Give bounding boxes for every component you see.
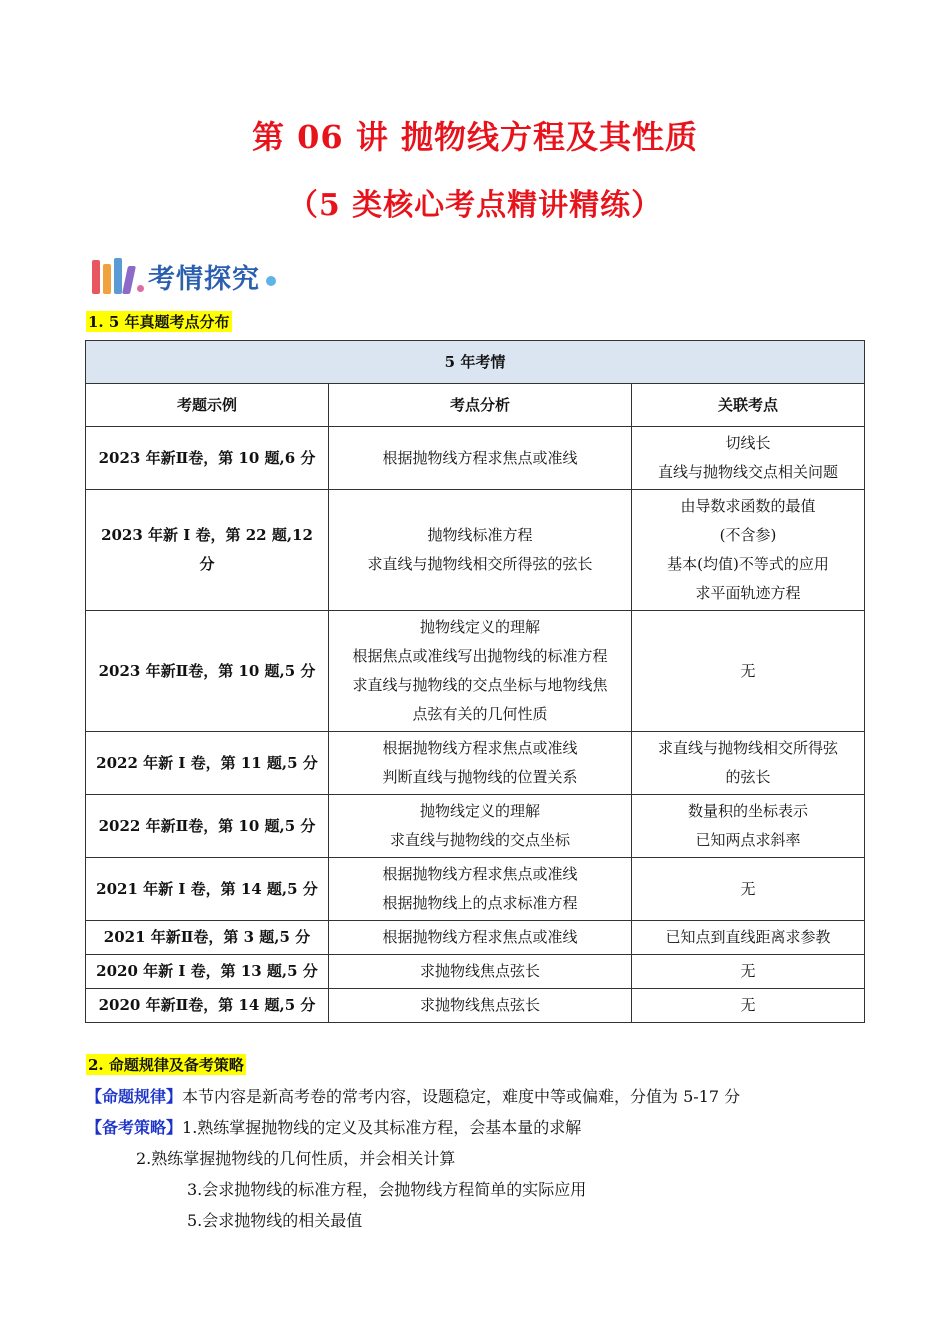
analysis-cell [329, 795, 632, 858]
exam-example-cell: 2021 年新Ⅱ卷，第 3 题,5 分 [86, 921, 329, 955]
related-cell-line: 无 [740, 962, 756, 980]
analysis-cell [329, 955, 632, 989]
analysis-cell-line: 根据抛物线方程求焦点或准线 [382, 928, 578, 946]
strategy-paragraph [86, 1115, 581, 1138]
section2-heading: 2. 命题规律及备考策略 [88, 1056, 244, 1074]
column-header-example: 考题示例 [86, 384, 329, 427]
related-cell-line: 由导数求函数的最值 [680, 497, 816, 515]
exam-example-cell: 2020 年新 I 卷，第 13 题,5 分 [86, 955, 329, 989]
analysis-cell-line: 抛物线定义的理解 [419, 802, 540, 820]
table-row [86, 955, 865, 989]
strategy-item-3: 3.会求抛物线的标准方程，会抛物线方程简单的实际应用 [187, 1180, 587, 1199]
table-row [86, 858, 865, 921]
related-cell-line: (不含参) [719, 526, 777, 544]
exam-example-cell: 2023 年新Ⅱ卷，第 10 题,6 分 [86, 427, 329, 490]
analysis-cell [329, 858, 632, 921]
exam-example-cell: 2022 年新 I 卷，第 11 题,5 分 [86, 732, 329, 795]
analysis-cell [329, 732, 632, 795]
table-caption: 5 年考情 [86, 341, 865, 384]
related-cell-line: 数量积的坐标表示 [687, 802, 808, 820]
table-row [86, 795, 865, 858]
dot-icon [137, 285, 144, 292]
related-cell-line: 无 [740, 661, 756, 680]
exam-example-cell: 2021 年新 I 卷，第 14 题,5 分 [86, 858, 329, 921]
exam-example-cell: 2023 年新Ⅱ卷，第 10 题,5 分 [86, 611, 329, 732]
analysis-cell-line: 求直线与抛物线相交所得弦的弦长 [367, 555, 593, 573]
analysis-cell-line: 抛物线定义的理解 [419, 618, 540, 636]
related-cell [632, 427, 865, 490]
table-row [86, 427, 865, 490]
analysis-cell-line: 根据抛物线上的点求标准方程 [382, 894, 578, 912]
table-row [86, 611, 865, 732]
analysis-cell-line: 判断直线与抛物线的位置关系 [382, 768, 578, 786]
table-row [86, 921, 865, 955]
related-cell [632, 490, 865, 611]
strategy-tag: 【备考策略】 [86, 1118, 183, 1137]
analysis-cell-line: 根据抛物线方程求焦点或准线 [382, 739, 578, 757]
exam-example-cell: 2023 年新 I 卷，第 22 题,12 分 [86, 490, 329, 611]
related-cell [632, 611, 865, 732]
section-banner [92, 254, 276, 298]
related-cell-line: 无 [740, 879, 756, 898]
banner-title: 考情探究 [148, 263, 260, 295]
related-cell-line: 直线与抛物线交点相关问题 [657, 463, 838, 481]
strategy-item-4: 5.会求抛物线的相关最值 [187, 1211, 363, 1230]
related-cell [632, 858, 865, 921]
analysis-cell [329, 427, 632, 490]
analysis-cell-line: 求抛物线焦点弦长 [419, 996, 540, 1014]
related-cell [632, 989, 865, 1023]
related-cell-line: 的弦长 [725, 768, 771, 786]
analysis-cell-line: 求抛物线焦点弦长 [419, 962, 540, 980]
analysis-cell-line: 根据抛物线方程求焦点或准线 [382, 865, 578, 883]
analysis-cell-line: 根据抛物线方程求焦点或准线 [382, 448, 578, 467]
books-icon [92, 258, 133, 294]
strategy-item-1: 1.熟练掌握抛物线的定义及其标准方程，会基本量的求解 [182, 1118, 582, 1137]
analysis-cell-line: 求直线与抛物线的交点坐标 [389, 831, 570, 849]
strategy-item-2: 2.熟练掌握抛物线的几何性质，并会相关计算 [136, 1149, 456, 1168]
analysis-cell [329, 611, 632, 732]
exam-table [85, 340, 865, 1023]
analysis-cell [329, 490, 632, 611]
related-cell [632, 795, 865, 858]
table-row [86, 989, 865, 1023]
column-header-related: 关联考点 [632, 384, 865, 427]
related-cell-line: 求平面轨迹方程 [695, 584, 801, 602]
related-cell-line: 切线长 [725, 434, 771, 452]
related-cell-line: 已知两点求斜率 [695, 831, 801, 849]
analysis-cell-line: 根据焦点或准线写出抛物线的标准方程 [352, 647, 608, 665]
related-cell-line: 基本(均值)不等式的应用 [667, 555, 829, 573]
exam-example-cell: 2022 年新Ⅱ卷，第 10 题,5 分 [86, 795, 329, 858]
related-cell-line: 已知点到直线距离求参教 [665, 928, 831, 946]
table-row [86, 490, 865, 611]
column-header-analysis: 考点分析 [329, 384, 632, 427]
page-title: 第 06 讲 抛物线方程及其性质 [252, 118, 698, 156]
related-cell [632, 732, 865, 795]
rule-text: 本节内容是新高考卷的常考内容，设题稳定，难度中等或偏难，分值为 5-17 分 [182, 1087, 741, 1106]
analysis-cell [329, 921, 632, 955]
related-cell-line: 求直线与抛物线相交所得弦 [657, 739, 838, 757]
related-cell [632, 921, 865, 955]
section1-heading: 1. 5 年真题考点分布 [88, 313, 230, 331]
analysis-cell-line: 抛物线标准方程 [427, 526, 533, 544]
rule-tag: 【命题规律】 [86, 1087, 183, 1106]
analysis-cell [329, 989, 632, 1023]
exam-example-cell: 2020 年新Ⅱ卷，第 14 题,5 分 [86, 989, 329, 1023]
analysis-cell-line: 求直线与抛物线的交点坐标与地物线焦 [352, 676, 608, 694]
table-row [86, 732, 865, 795]
related-cell [632, 955, 865, 989]
related-cell-line: 无 [740, 996, 756, 1014]
page-subtitle: （5 类核心考点精讲精练） [287, 188, 663, 223]
rule-paragraph [86, 1084, 740, 1107]
analysis-cell-line: 点弦有关的几何性质 [412, 705, 548, 723]
circle-icon [266, 276, 276, 286]
